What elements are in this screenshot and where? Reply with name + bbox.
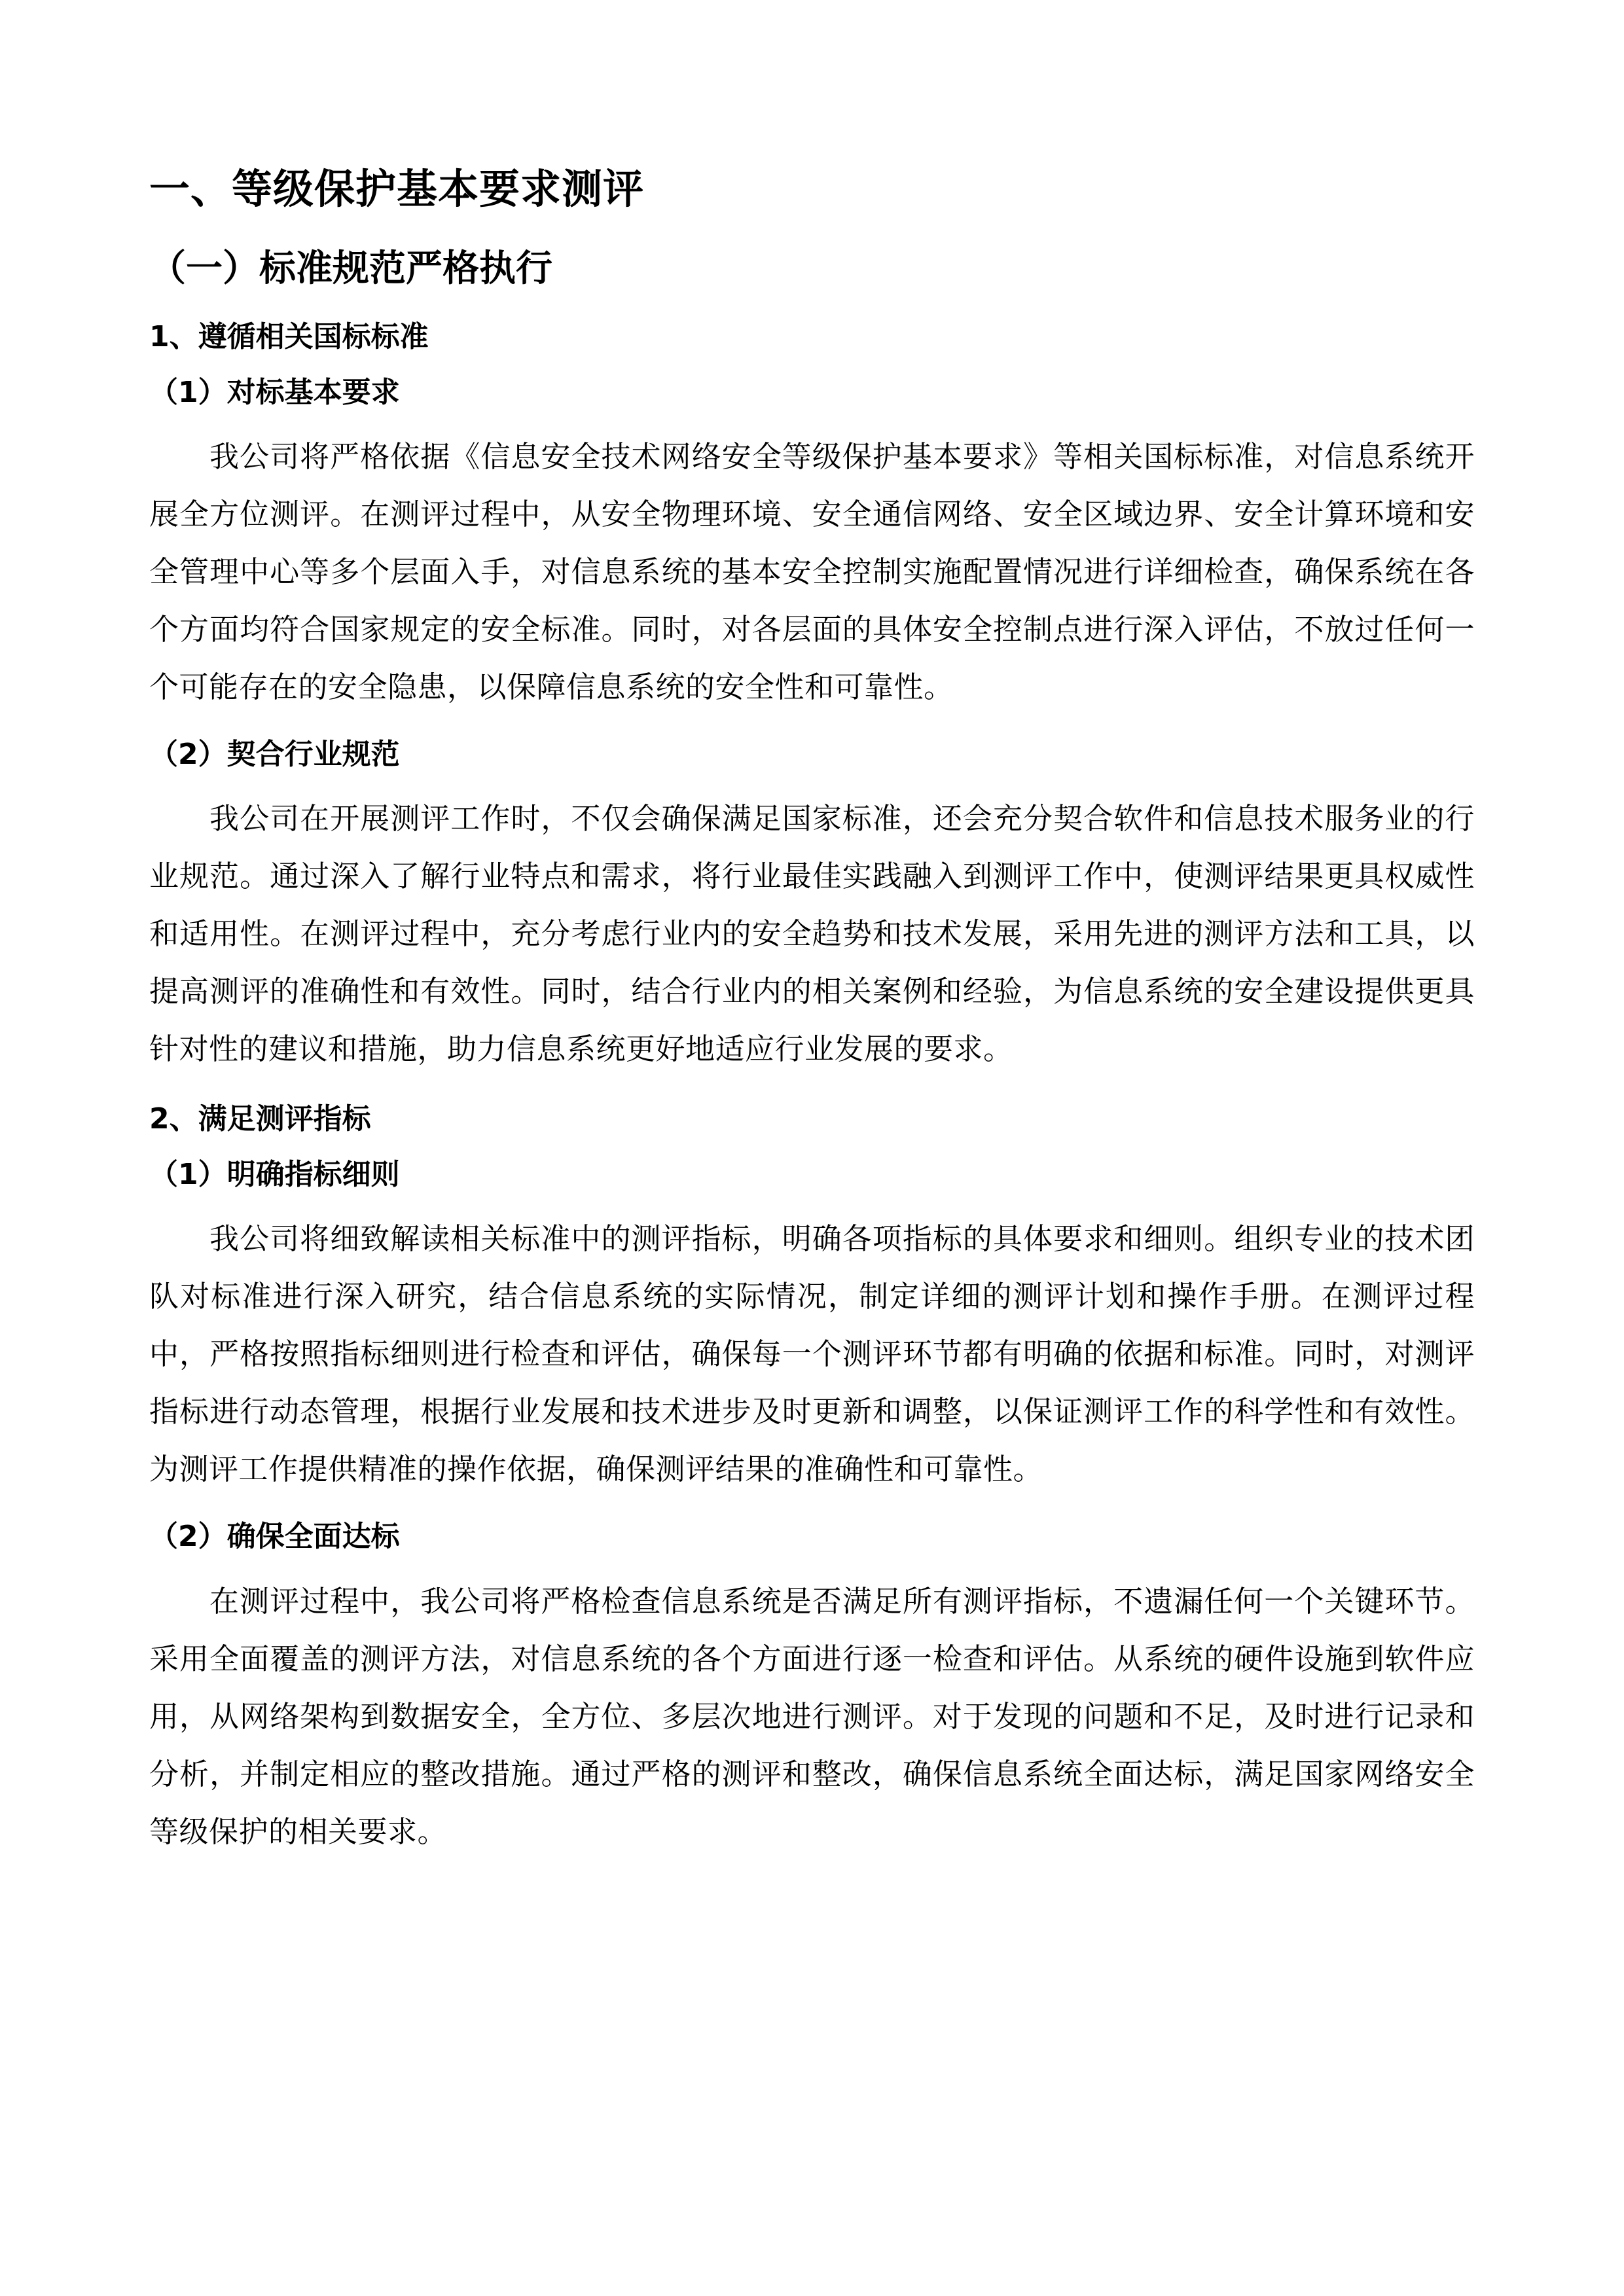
- subsubsection-heading-2-2: （2）确保全面达标: [149, 1520, 400, 1554]
- subsubsection-heading-2-1: （1）明确指标细则: [149, 1158, 400, 1192]
- section-heading-1: （一）标准规范严格执行: [149, 247, 552, 290]
- paragraph-1-2: 我公司在开展测评工作时，不仅会确保满足国家标准，还会充分契合软件和信息技术服务业的行业规范。通过深入了解行业特点和需求，将行业最佳实践融入到测评工作中，使测评结果更具权威性和适用性。在测评过程中，充分考虑行业内的安全趋势和技术发展，采用先进的测评方法和工具，以提高测评的准确性和有效性。同时，结合行业内的相关案例和经验，为信息系统的安全建设提供更具针对性的建议和措施，助力信息系统更好地适应行业发展的要求。: [149, 801, 1475, 1067]
- paragraph-1-1: 我公司将严格依据《信息安全技术网络安全等级保护基本要求》等相关国标标准，对信息系统开展全方位测评。在测评过程中，从安全物理环境、安全通信网络、安全区域边界、安全计算环境和安全管理中心等多个层面入手，对信息系统的基本安全控制实施配置情况进行详细检查，确保系统在各个方面均符合国家规定的安全标准。同时，对各层面的具体安全控制点进行深入评估，不放过任何一个可能存在的安全隐患，以保障信息系统的安全性和可靠性。: [149, 439, 1475, 704]
- document-body: [149, 164, 1475, 1861]
- paragraph-2-1: 我公司将细致解读相关标准中的测评指标，明确各项指标的具体要求和细则。组织专业的技术团队对标准进行深入研究，结合信息系统的实际情况，制定详细的测评计划和操作手册。在测评过程中，严格按照指标细则进行检查和评估，确保每一个测评环节都有明确的依据和标准。同时，对测评指标进行动态管理，根据行业发展和技术进步及时更新和调整，以保证测评工作的科学性和有效性。为测评工作提供精准的操作依据，确保测评结果的准确性和可靠性。: [149, 1221, 1475, 1487]
- subsection-heading-2: 2、满足测评指标: [149, 1102, 371, 1136]
- subsubsection-heading-1-2: （2）契合行业规范: [149, 737, 400, 771]
- subsection-heading-1: 1、遵循相关国标标准: [149, 319, 429, 353]
- page-title: 一、等级保护基本要求测评: [149, 165, 645, 213]
- paragraph-2-2: 在测评过程中，我公司将严格检查信息系统是否满足所有测评指标，不遗漏任何一个关键环节。采用全面覆盖的测评方法，对信息系统的各个方面进行逐一检查和评估。从系统的硬件设施到软件应用，从网络架构到数据安全，全方位、多层次地进行测评。对于发现的问题和不足，及时进行记录和分析，并制定相应的整改措施。通过严格的测评和整改，确保信息系统全面达标，满足国家网络安全等级保护的相关要求。: [149, 1583, 1475, 1849]
- subsubsection-heading-1-1: （1）对标基本要求: [149, 375, 400, 409]
